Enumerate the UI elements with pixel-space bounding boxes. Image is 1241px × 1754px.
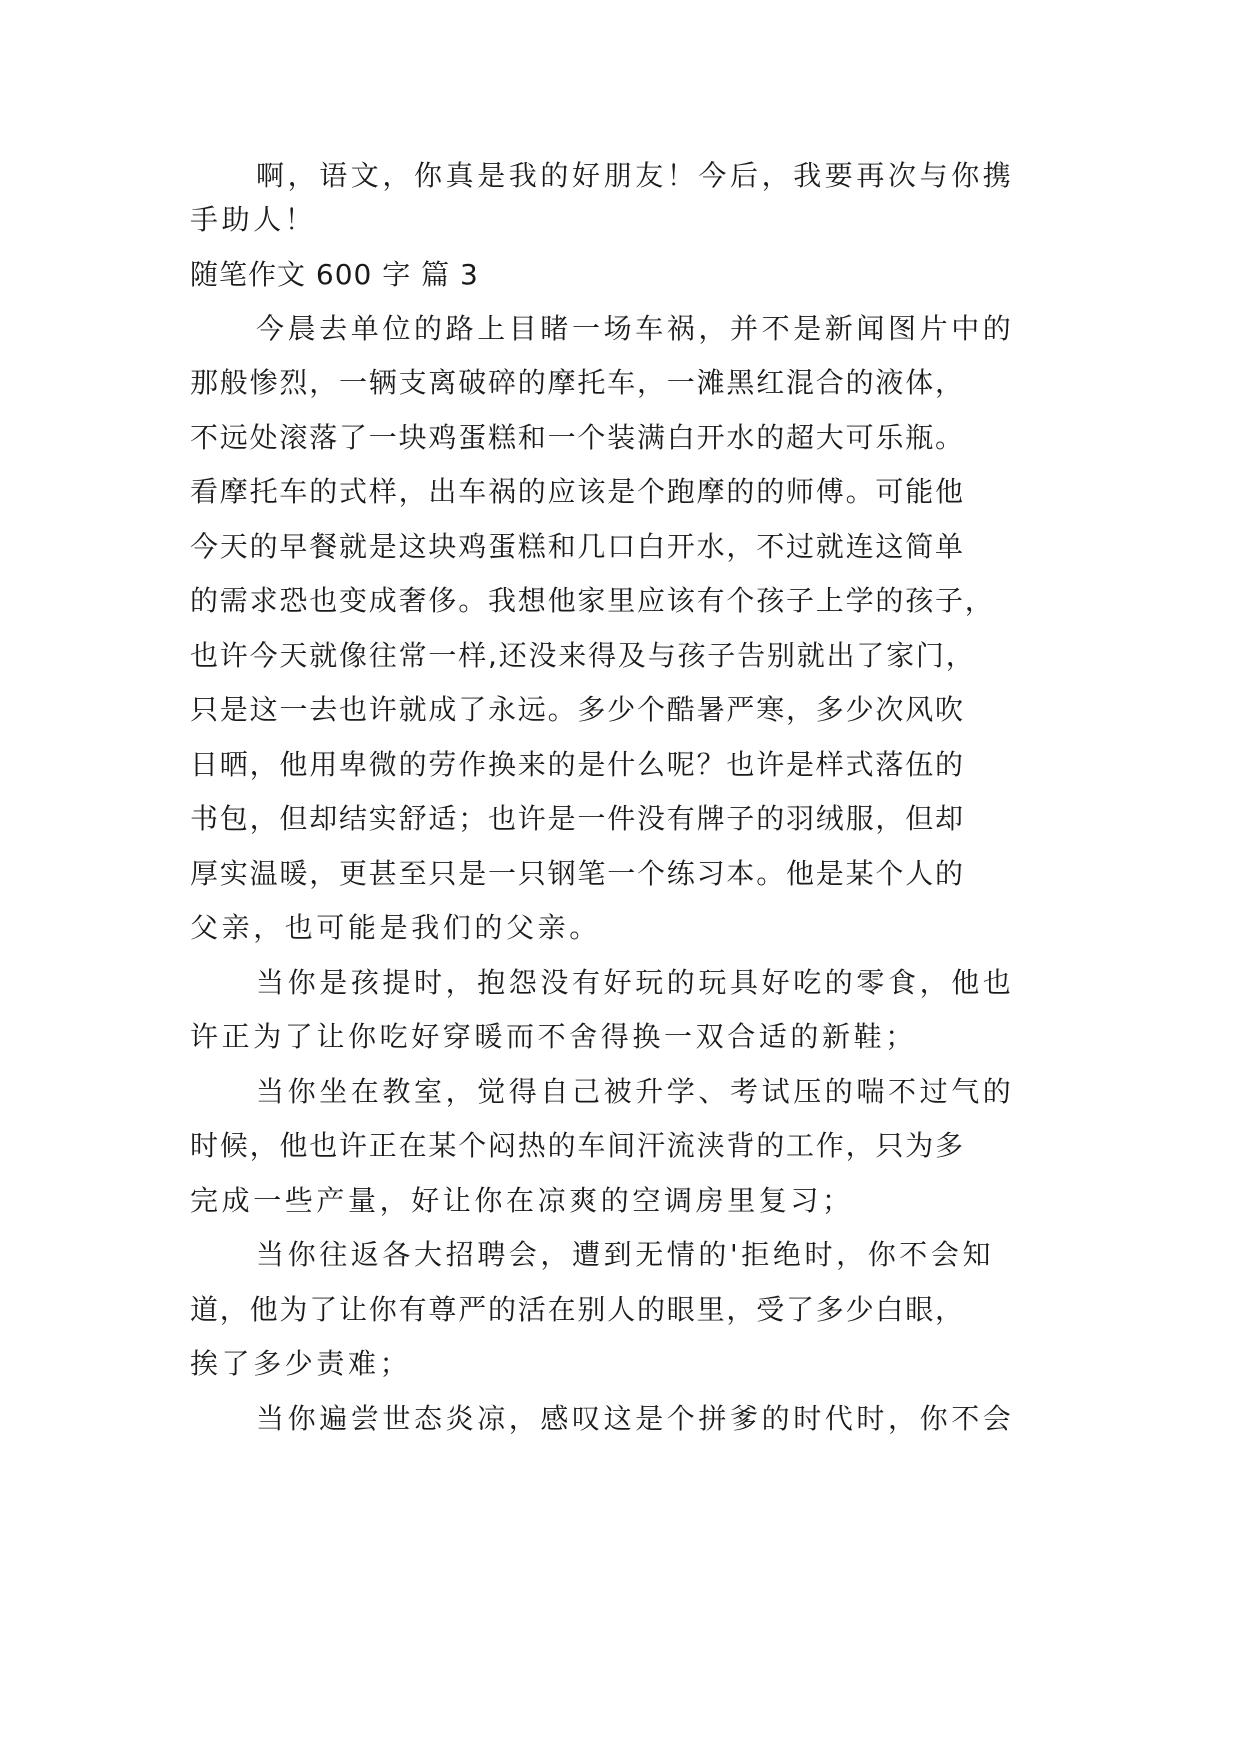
text-line: 日晒，他用卑微的劳作换来的是什么呢？也许是样式落伍的 bbox=[190, 748, 965, 781]
section-heading: 随笔作文 600 字 篇 3 bbox=[190, 258, 479, 291]
text-line: 不远处滚落了一块鸡蛋糕和一个装满白开水的超大可乐瓶。 bbox=[190, 421, 965, 454]
text-line: 看摩托车的式样，出车祸的应该是个跑摩的的师傅。可能他 bbox=[190, 475, 965, 508]
text-line: 当你是孩提时，抱怨没有好玩的玩具好吃的零食，他也 bbox=[256, 966, 1015, 999]
text-line: 当你坐在教室，觉得自己被升学、考试压的喘不过气的 bbox=[256, 1075, 1015, 1108]
text-line: 啊，语文，你真是我的好朋友！今后，我要再次与你携 bbox=[256, 159, 1015, 192]
text-line: 手助人！ bbox=[190, 203, 317, 236]
text-line: 今晨去单位的路上目睹一场车祸，并不是新闻图片中的 bbox=[256, 312, 1015, 345]
text-line: 许正为了让你吃好穿暖而不舍得换一双合适的新鞋； bbox=[190, 1020, 917, 1053]
text-line: 父亲，也可能是我们的父亲。 bbox=[190, 911, 601, 944]
text-line: 时候，他也许正在某个闷热的车间汗流浃背的工作，只为多 bbox=[190, 1129, 965, 1162]
text-line: 当你往返各大招聘会，遭到无情的'拒绝时，你不会知 bbox=[256, 1238, 995, 1271]
text-line: 完成一些产量，好让你在凉爽的空调房里复习； bbox=[190, 1184, 854, 1217]
text-line: 的需求恐也变成奢侈。我想他家里应该有个孩子上学的孩子， bbox=[190, 584, 995, 617]
text-line: 道，他为了让你有尊严的活在别人的眼里，受了多少白眼， bbox=[190, 1293, 965, 1326]
text-line: 厚实温暖，更甚至只是一只钢笔一个练习本。他是某个人的 bbox=[190, 857, 965, 890]
text-line: 书包，但却结实舒适；也许是一件没有牌子的羽绒服，但却 bbox=[190, 802, 965, 835]
text-line: 当你遍尝世态炎凉，感叹这是个拼爹的时代时，你不会 bbox=[256, 1402, 1015, 1435]
text-line: 也许今天就像往常一样,还没来得及与孩子告别就出了家门， bbox=[190, 639, 976, 672]
text-line: 那般惨烈，一辆支离破碎的摩托车，一滩黑红混合的液体， bbox=[190, 366, 965, 399]
text-line: 只是这一去也许就成了永远。多少个酷暑严寒，多少次风吹 bbox=[190, 693, 965, 726]
text-line: 今天的早餐就是这块鸡蛋糕和几口白开水，不过就连这简单 bbox=[190, 530, 965, 563]
text-line: 挨了多少责难； bbox=[190, 1347, 412, 1380]
